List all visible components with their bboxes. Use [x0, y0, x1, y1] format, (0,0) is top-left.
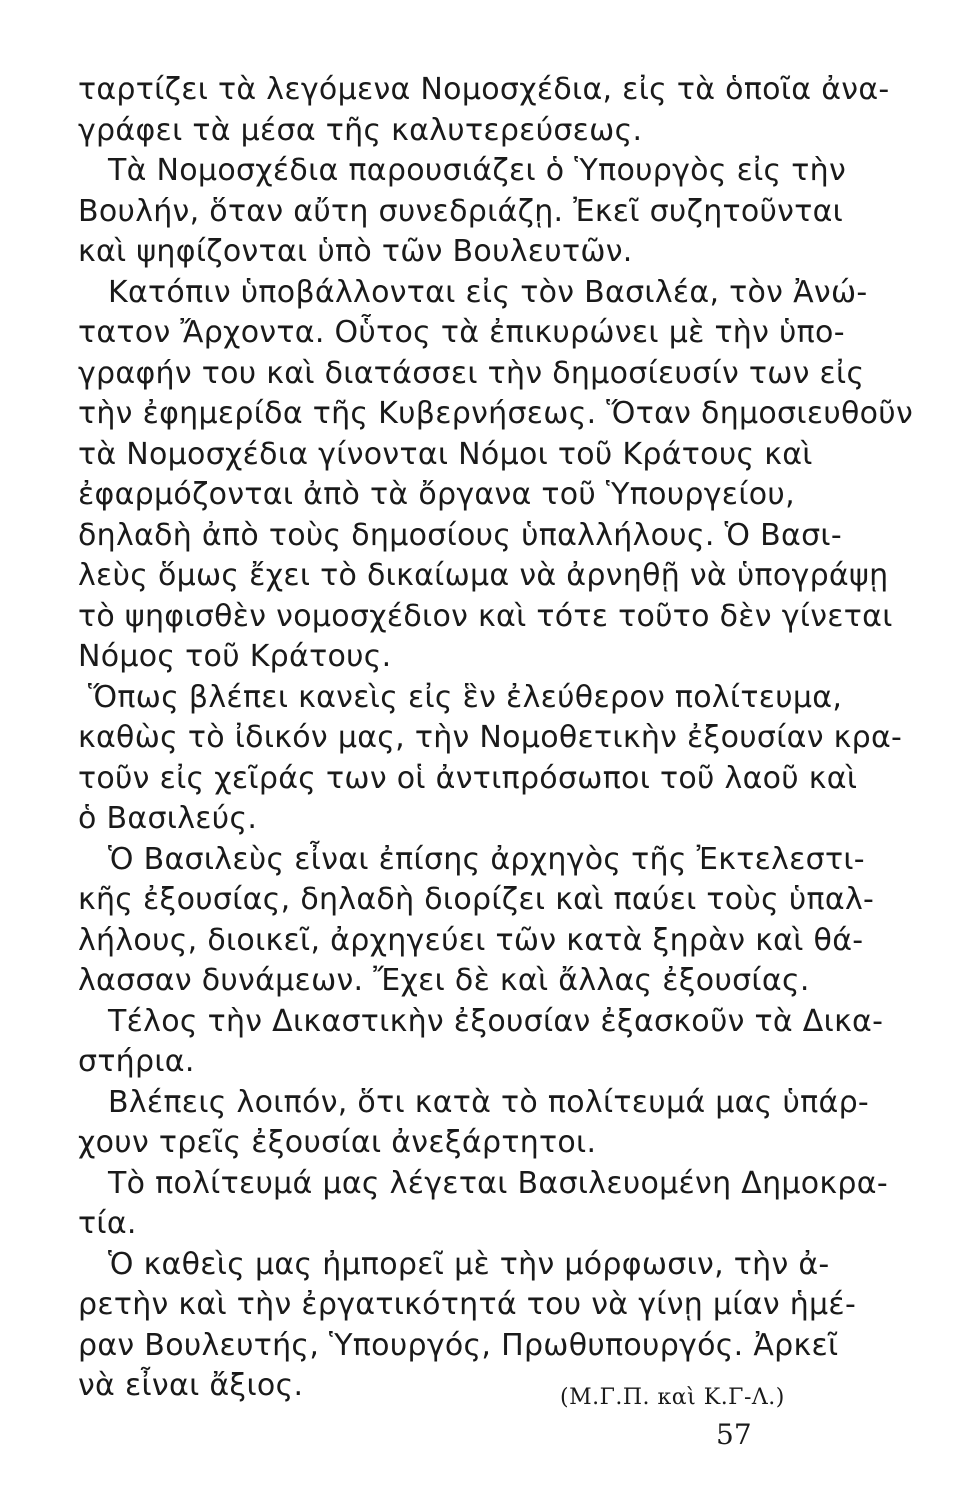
- text-line-21: κῆς ἐξουσίας, δηλαδὴ διορίζει καὶ παύει τοὺς ὑπαλ-: [78, 882, 875, 917]
- text-line-11: ἐφαρμόζονται ἀπὸ τὰ ὄργανα τοῦ Ὑπουργείου,: [78, 477, 795, 512]
- text-line-20: Ὁ Βασιλεὺς εἶναι ἐπίσης ἀρχηγὸς τῆς Ἐκτελεστι-: [108, 841, 865, 877]
- text-line-13: λεὺς ὅμως ἔχει τὸ δικαίωμα νὰ ἀρνηθῇ νὰ ὑπογράψῃ: [78, 558, 889, 593]
- text-line-22: λήλους, διοικεῖ, ἀρχηγεύει τῶν κατὰ ξηρὰν καὶ θά-: [78, 922, 864, 958]
- text-line-14: τὸ ψηφισθὲν νομοσχέδιον καὶ τότε τοῦτο δὲν γίνεται: [78, 598, 893, 634]
- text-line-31: ρετὴν καὶ τὴν ἐργατικότητά του νὰ γίνῃ μίαν ἡμέ-: [78, 1287, 857, 1322]
- text-line-24: Τέλος τὴν Δικαστικὴν ἐξουσίαν ἐξασκοῦν τὰ Δικα-: [108, 1003, 884, 1039]
- text-line-10: τὰ Νομοσχέδια γίνονται Νόμοι τοῦ Κράτους καὶ: [78, 436, 813, 472]
- text-line-33: νὰ εἶναι ἄξιος.: [78, 1368, 304, 1403]
- source-citation: (Μ.Γ.Π. καὶ Κ.Γ-Λ.): [560, 1385, 785, 1410]
- text-line-28: Τὸ πολίτευμά μας λέγεται Βασιλευομένη Δημοκρα-: [108, 1165, 888, 1201]
- text-line-15: Νόμος τοῦ Κράτους.: [78, 639, 392, 674]
- text-line-9: τὴν ἐφημερίδα τῆς Κυβερνήσεως. Ὅταν δημοσιευθοῦν: [78, 396, 914, 431]
- text-line-18: τοῦν εἰς χεῖράς των οἱ ἀντιπρόσωποι τοῦ λαοῦ καὶ: [78, 760, 858, 796]
- text-line-32: ραν Βουλευτής, Ὑπουργός, Πρωθυπουργός. Ἀρκεῖ: [78, 1327, 839, 1363]
- text-line-16: Ὅπως βλέπει κανεὶς εἰς ἓν ἐλεύθερον πολίτευμα,: [88, 679, 843, 715]
- text-line-26: Βλέπεις λοιπόν, ὅτι κατὰ τὸ πολίτευμά μας ὑπάρ-: [108, 1084, 870, 1120]
- text-line-2: γράφει τὰ μέσα τῆς καλυτερεύσεως.: [78, 112, 643, 148]
- text-line-17: καθὼς τὸ ἰδικόν μας, τὴν Νομοθετικὴν ἐξουσίαν κρα-: [78, 720, 903, 755]
- text-line-12: δηλαδὴ ἀπὸ τοὺς δημοσίους ὑπαλλήλους. Ὁ Βασι-: [78, 517, 842, 553]
- text-line-27: χουν τρεῖς ἐξουσίαι ἀνεξάρτητοι.: [78, 1125, 597, 1160]
- page-number: 57: [716, 1418, 752, 1451]
- text-line-23: λασσαν δυνάμεων. Ἔχει δὲ καὶ ἄλλας ἐξουσίας.: [78, 963, 810, 998]
- text-line-25: στήρια.: [78, 1044, 195, 1079]
- text-line-3: Τὰ Νομοσχέδια παρουσιάζει ὁ Ὑπουργὸς εἰς τὴν: [108, 153, 847, 188]
- text-line-30: Ὁ καθεὶς μας ἠμπορεῖ μὲ τὴν μόρφωσιν, τὴν ἀ-: [108, 1246, 830, 1282]
- text-line-1: ταρτίζει τὰ λεγόμενα Νομοσχέδια, εἰς τὰ ὁποῖα ἀνα-: [78, 72, 890, 107]
- text-line-29: τία.: [78, 1206, 137, 1241]
- text-line-8: γραφήν του καὶ διατάσσει τὴν δημοσίευσίν των εἰς: [78, 355, 865, 391]
- text-line-6: Κατόπιν ὑποβάλλονται εἰς τὸν Βασιλέα, τὸν Ἀνώ-: [108, 274, 868, 310]
- text-line-4: Βουλήν, ὅταν αὔτη συνεδριάζῃ. Ἐκεῖ συζητοῦνται: [78, 193, 844, 229]
- text-line-5: καὶ ψηφίζονται ὑπὸ τῶν Βουλευτῶν.: [78, 234, 633, 269]
- text-line-19: ὁ Βασιλεύς.: [78, 801, 258, 836]
- text-line-7: τατον Ἄρχοντα. Οὗτος τὰ ἐπικυρώνει μὲ τὴν ὑπο-: [78, 315, 845, 350]
